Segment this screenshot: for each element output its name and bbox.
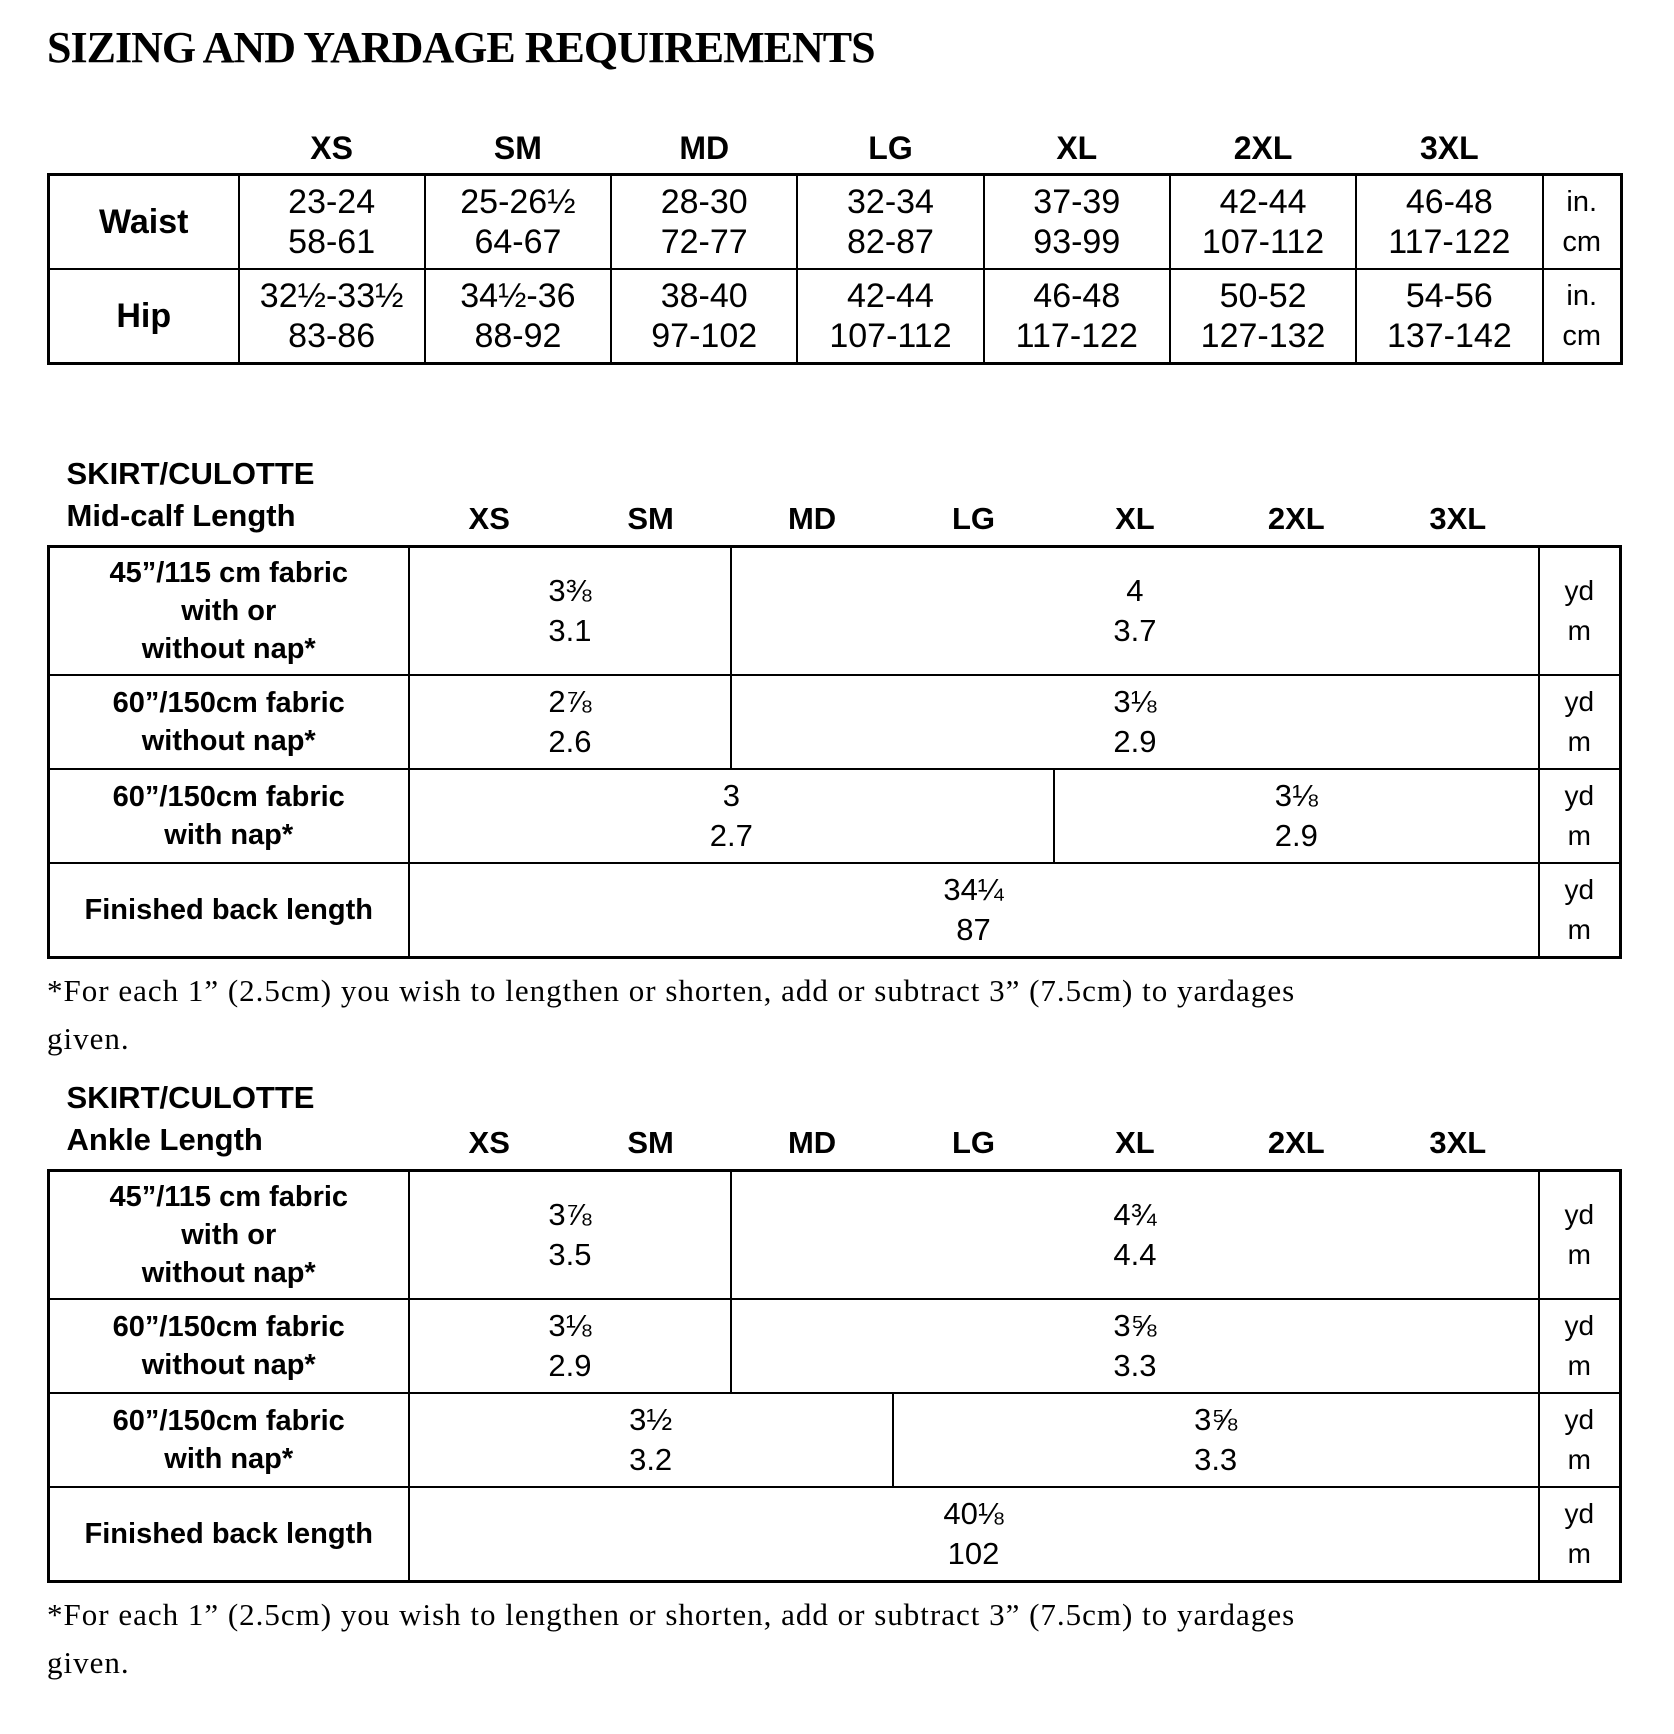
yd-value: 3⅛ bbox=[548, 1308, 592, 1343]
row-label-45-fabric bbox=[49, 1171, 409, 1300]
measurement-cell bbox=[984, 175, 1170, 270]
cm-value: 58-61 bbox=[288, 223, 376, 261]
yd-value: 3⅝ bbox=[1194, 1402, 1238, 1437]
document-page bbox=[47, 24, 1627, 1687]
midcalf-footnote bbox=[47, 967, 1622, 1063]
inches-value: 46-48 bbox=[1033, 277, 1121, 315]
yd-value: 40⅛ bbox=[943, 1496, 1004, 1531]
unit-m: m bbox=[1567, 1444, 1591, 1475]
table-title bbox=[49, 453, 409, 547]
m-value: 102 bbox=[947, 1536, 1000, 1571]
yardage-cell bbox=[409, 1299, 732, 1393]
yd-value: 3 bbox=[722, 778, 740, 813]
unit-yd: yd bbox=[1564, 1498, 1595, 1529]
unit-cell bbox=[1539, 675, 1621, 769]
m-value: 4.4 bbox=[1113, 1237, 1157, 1272]
size-header-2xl: 2XL bbox=[1267, 501, 1325, 536]
inches-value: 38-40 bbox=[660, 277, 748, 315]
footnote-line2: given. bbox=[47, 1021, 130, 1056]
table-row bbox=[49, 675, 1621, 769]
unit-cell bbox=[1543, 175, 1622, 270]
label-line: 60”/150cm fabric bbox=[112, 781, 345, 813]
yardage-cell bbox=[409, 1487, 1539, 1582]
size-header-xl: XL bbox=[1115, 501, 1155, 536]
label-line: with or bbox=[181, 1219, 277, 1251]
unit-header-spacer bbox=[1543, 130, 1622, 175]
cm-value: 72-77 bbox=[660, 223, 748, 261]
unit-cm: cm bbox=[1562, 320, 1602, 352]
label-line: with nap* bbox=[164, 1443, 294, 1475]
size-header-lg: LG bbox=[951, 1125, 995, 1160]
yd-value: 3⅝ bbox=[1113, 1308, 1157, 1343]
cm-value: 64-67 bbox=[474, 223, 562, 261]
yardage-cell bbox=[409, 863, 1539, 958]
table-row bbox=[49, 863, 1621, 958]
m-value: 3.3 bbox=[1194, 1442, 1238, 1477]
unit-m: m bbox=[1567, 726, 1591, 757]
label-line: without nap* bbox=[141, 725, 316, 757]
unit-cm: cm bbox=[1562, 226, 1602, 258]
yardage-cell bbox=[409, 675, 732, 769]
m-value: 3.2 bbox=[629, 1442, 673, 1477]
table-row bbox=[49, 547, 1621, 676]
inches-value: 54-56 bbox=[1405, 277, 1493, 315]
yd-value: 3⅛ bbox=[1113, 684, 1157, 719]
yd-value: 3⅛ bbox=[1274, 778, 1318, 813]
inches-value: 34½-36 bbox=[460, 277, 576, 315]
unit-m: m bbox=[1567, 1239, 1591, 1270]
yd-value: 34¼ bbox=[943, 872, 1004, 907]
size-header-md: MD bbox=[787, 1125, 837, 1160]
table-row bbox=[49, 1487, 1621, 1582]
unit-yd: yd bbox=[1564, 1310, 1595, 1341]
m-value: 3.3 bbox=[1113, 1348, 1157, 1383]
measurement-cell bbox=[1356, 175, 1542, 270]
inches-value: 32½-33½ bbox=[259, 277, 404, 315]
m-value: 2.9 bbox=[1113, 724, 1157, 759]
inches-value: 50-52 bbox=[1219, 277, 1307, 315]
unit-yd: yd bbox=[1564, 575, 1595, 606]
page-title: SIZING AND YARDAGE REQUIREMENTS bbox=[47, 23, 875, 72]
label-line: 60”/150cm fabric bbox=[112, 687, 345, 719]
size-header-xs: XS bbox=[468, 1125, 510, 1160]
unit-header-spacer bbox=[1539, 453, 1621, 547]
cm-value: 82-87 bbox=[847, 223, 934, 261]
m-value: 3.7 bbox=[1113, 613, 1157, 648]
size-header-sm: SM bbox=[627, 1125, 674, 1160]
measurement-cell bbox=[797, 269, 983, 364]
inches-value: 37-39 bbox=[1033, 183, 1121, 221]
measurement-cell bbox=[1170, 269, 1356, 364]
size-header-lg: LG bbox=[868, 130, 913, 166]
unit-cell bbox=[1539, 1487, 1621, 1582]
measurement-cell bbox=[611, 175, 797, 270]
row-label-60-fabric-without-nap bbox=[49, 1299, 409, 1393]
label-line: 45”/115 cm fabric bbox=[109, 1181, 349, 1213]
cm-value: 107-112 bbox=[1201, 223, 1325, 261]
ankle-yardage-table bbox=[47, 1077, 1622, 1583]
measurement-cell bbox=[984, 269, 1170, 364]
size-header-xs: XS bbox=[310, 130, 353, 166]
size-header-spacer bbox=[49, 130, 239, 175]
unit-cell bbox=[1539, 1171, 1621, 1300]
yd-value: 3⅜ bbox=[548, 573, 592, 608]
yd-value: 3⅞ bbox=[548, 1197, 592, 1232]
measurement-cell bbox=[1356, 269, 1542, 364]
unit-yd: yd bbox=[1564, 780, 1595, 811]
size-header-xs: XS bbox=[468, 501, 510, 536]
unit-inches: in. bbox=[1566, 280, 1598, 312]
measurement-cell bbox=[239, 175, 425, 270]
yardage-cell bbox=[731, 1299, 1538, 1393]
size-header-lg: LG bbox=[951, 501, 995, 536]
unit-yd: yd bbox=[1564, 874, 1595, 905]
m-value: 3.5 bbox=[548, 1237, 592, 1272]
row-label-hip: Hip bbox=[49, 269, 239, 364]
unit-cell bbox=[1539, 1393, 1621, 1487]
row-label-60-fabric-without-nap bbox=[49, 675, 409, 769]
size-header-xl: XL bbox=[1115, 1125, 1155, 1160]
label-line: Finished back length bbox=[84, 894, 373, 926]
unit-yd: yd bbox=[1564, 1404, 1595, 1435]
yardage-cell bbox=[731, 1171, 1538, 1300]
m-value: 2.7 bbox=[709, 818, 753, 853]
measurement-cell bbox=[1170, 175, 1356, 270]
size-header-row bbox=[49, 130, 1622, 175]
inches-value: 23-24 bbox=[288, 183, 376, 221]
size-header-row bbox=[49, 453, 1621, 547]
inches-value: 42-44 bbox=[847, 277, 934, 315]
unit-inches: in. bbox=[1566, 186, 1598, 218]
cm-value: 107-112 bbox=[829, 317, 952, 355]
cm-value: 117-122 bbox=[1015, 317, 1138, 355]
waist-row bbox=[49, 175, 1622, 270]
inches-value: 32-34 bbox=[847, 183, 934, 221]
measurement-cell bbox=[797, 175, 983, 270]
cm-value: 93-99 bbox=[1033, 223, 1121, 261]
table-title bbox=[49, 1077, 409, 1171]
size-header-sm: SM bbox=[627, 501, 674, 536]
row-label-finished-back-length bbox=[49, 863, 409, 958]
size-header-2xl: 2XL bbox=[1233, 130, 1293, 166]
yd-value: 4¾ bbox=[1113, 1197, 1157, 1232]
inches-value: 46-48 bbox=[1405, 183, 1493, 221]
measurement-cell bbox=[425, 269, 611, 364]
table-title-line1: SKIRT/CULOTTE bbox=[66, 456, 315, 491]
m-value: 87 bbox=[956, 912, 991, 947]
label-line: Finished back length bbox=[84, 1518, 373, 1550]
m-value: 3.1 bbox=[548, 613, 592, 648]
unit-cell bbox=[1539, 1299, 1621, 1393]
m-value: 2.9 bbox=[548, 1348, 592, 1383]
row-label-45-fabric bbox=[49, 547, 409, 676]
label-line: without nap* bbox=[141, 1257, 316, 1289]
size-header-3xl: 3XL bbox=[1429, 501, 1487, 536]
yardage-cell bbox=[731, 675, 1538, 769]
yardage-cell bbox=[409, 769, 1055, 863]
label-line: 60”/150cm fabric bbox=[112, 1311, 345, 1343]
unit-m: m bbox=[1567, 1538, 1591, 1569]
size-header-2xl: 2XL bbox=[1267, 1125, 1325, 1160]
unit-cell bbox=[1539, 547, 1621, 676]
inches-value: 42-44 bbox=[1219, 183, 1307, 221]
unit-header-spacer bbox=[1539, 1077, 1621, 1171]
cm-value: 137-142 bbox=[1386, 317, 1512, 355]
table-row bbox=[49, 1393, 1621, 1487]
m-value: 2.9 bbox=[1274, 818, 1318, 853]
yardage-cell bbox=[893, 1393, 1539, 1487]
label-line: without nap* bbox=[141, 633, 316, 665]
yardage-cell bbox=[409, 547, 732, 676]
m-value: 2.6 bbox=[548, 724, 592, 759]
size-header-sm: SM bbox=[493, 130, 542, 166]
midcalf-yardage-table bbox=[47, 453, 1622, 959]
table-row bbox=[49, 1171, 1621, 1300]
unit-m: m bbox=[1567, 615, 1591, 646]
unit-m: m bbox=[1567, 914, 1591, 945]
unit-cell bbox=[1539, 863, 1621, 958]
footnote-line1: *For each 1” (2.5cm) you wish to lengthen or shorten, add or subtract 3” (7.5cm) to yardages bbox=[47, 973, 1296, 1008]
cm-value: 83-86 bbox=[288, 317, 376, 355]
cm-value: 97-102 bbox=[651, 317, 758, 355]
table-title-line2: Ankle Length bbox=[66, 1122, 263, 1157]
table-title-line1: SKIRT/CULOTTE bbox=[66, 1080, 315, 1115]
inches-value: 28-30 bbox=[660, 183, 748, 221]
size-header-xl: XL bbox=[1056, 130, 1098, 166]
unit-cell bbox=[1543, 269, 1622, 364]
yd-value: 2⅞ bbox=[548, 684, 592, 719]
row-label-finished-back-length bbox=[49, 1487, 409, 1582]
size-header-3xl: 3XL bbox=[1420, 130, 1479, 166]
ankle-footnote bbox=[47, 1591, 1622, 1687]
sizing-table bbox=[47, 130, 1623, 365]
label-line: without nap* bbox=[141, 1349, 316, 1381]
yardage-cell bbox=[731, 547, 1538, 676]
label-line: with nap* bbox=[164, 819, 294, 851]
measurement-cell bbox=[611, 269, 797, 364]
table-title-line2: Mid-calf Length bbox=[66, 498, 296, 533]
yardage-cell bbox=[1054, 769, 1538, 863]
measurement-cell bbox=[239, 269, 425, 364]
size-header-md: MD bbox=[787, 501, 837, 536]
measurement-cell bbox=[425, 175, 611, 270]
yd-value: 3½ bbox=[629, 1402, 673, 1437]
size-header-md: MD bbox=[679, 130, 730, 166]
unit-m: m bbox=[1567, 1350, 1591, 1381]
cm-value: 127-132 bbox=[1200, 317, 1326, 355]
size-header-3xl: 3XL bbox=[1429, 1125, 1487, 1160]
size-header-row bbox=[49, 1077, 1621, 1171]
footnote-line2: given. bbox=[47, 1645, 130, 1680]
unit-cell bbox=[1539, 769, 1621, 863]
yardage-cell bbox=[409, 1171, 732, 1300]
yd-value: 4 bbox=[1126, 573, 1144, 608]
unit-yd: yd bbox=[1564, 686, 1595, 717]
cm-value: 117-122 bbox=[1388, 223, 1511, 261]
unit-yd: yd bbox=[1564, 1199, 1595, 1230]
table-row bbox=[49, 769, 1621, 863]
row-label-waist: Waist bbox=[49, 175, 239, 270]
row-label-60-fabric-with-nap bbox=[49, 1393, 409, 1487]
inches-value: 25-26½ bbox=[460, 183, 576, 221]
row-label-60-fabric-with-nap bbox=[49, 769, 409, 863]
table-row bbox=[49, 1299, 1621, 1393]
cm-value: 88-92 bbox=[474, 317, 562, 355]
label-line: 60”/150cm fabric bbox=[112, 1405, 345, 1437]
label-line: 45”/115 cm fabric bbox=[109, 557, 349, 589]
label-line: with or bbox=[181, 595, 277, 627]
yardage-cell bbox=[409, 1393, 893, 1487]
hip-row bbox=[49, 269, 1622, 364]
unit-m: m bbox=[1567, 820, 1591, 851]
footnote-line1: *For each 1” (2.5cm) you wish to lengthen or shorten, add or subtract 3” (7.5cm) to yardages bbox=[47, 1597, 1296, 1632]
